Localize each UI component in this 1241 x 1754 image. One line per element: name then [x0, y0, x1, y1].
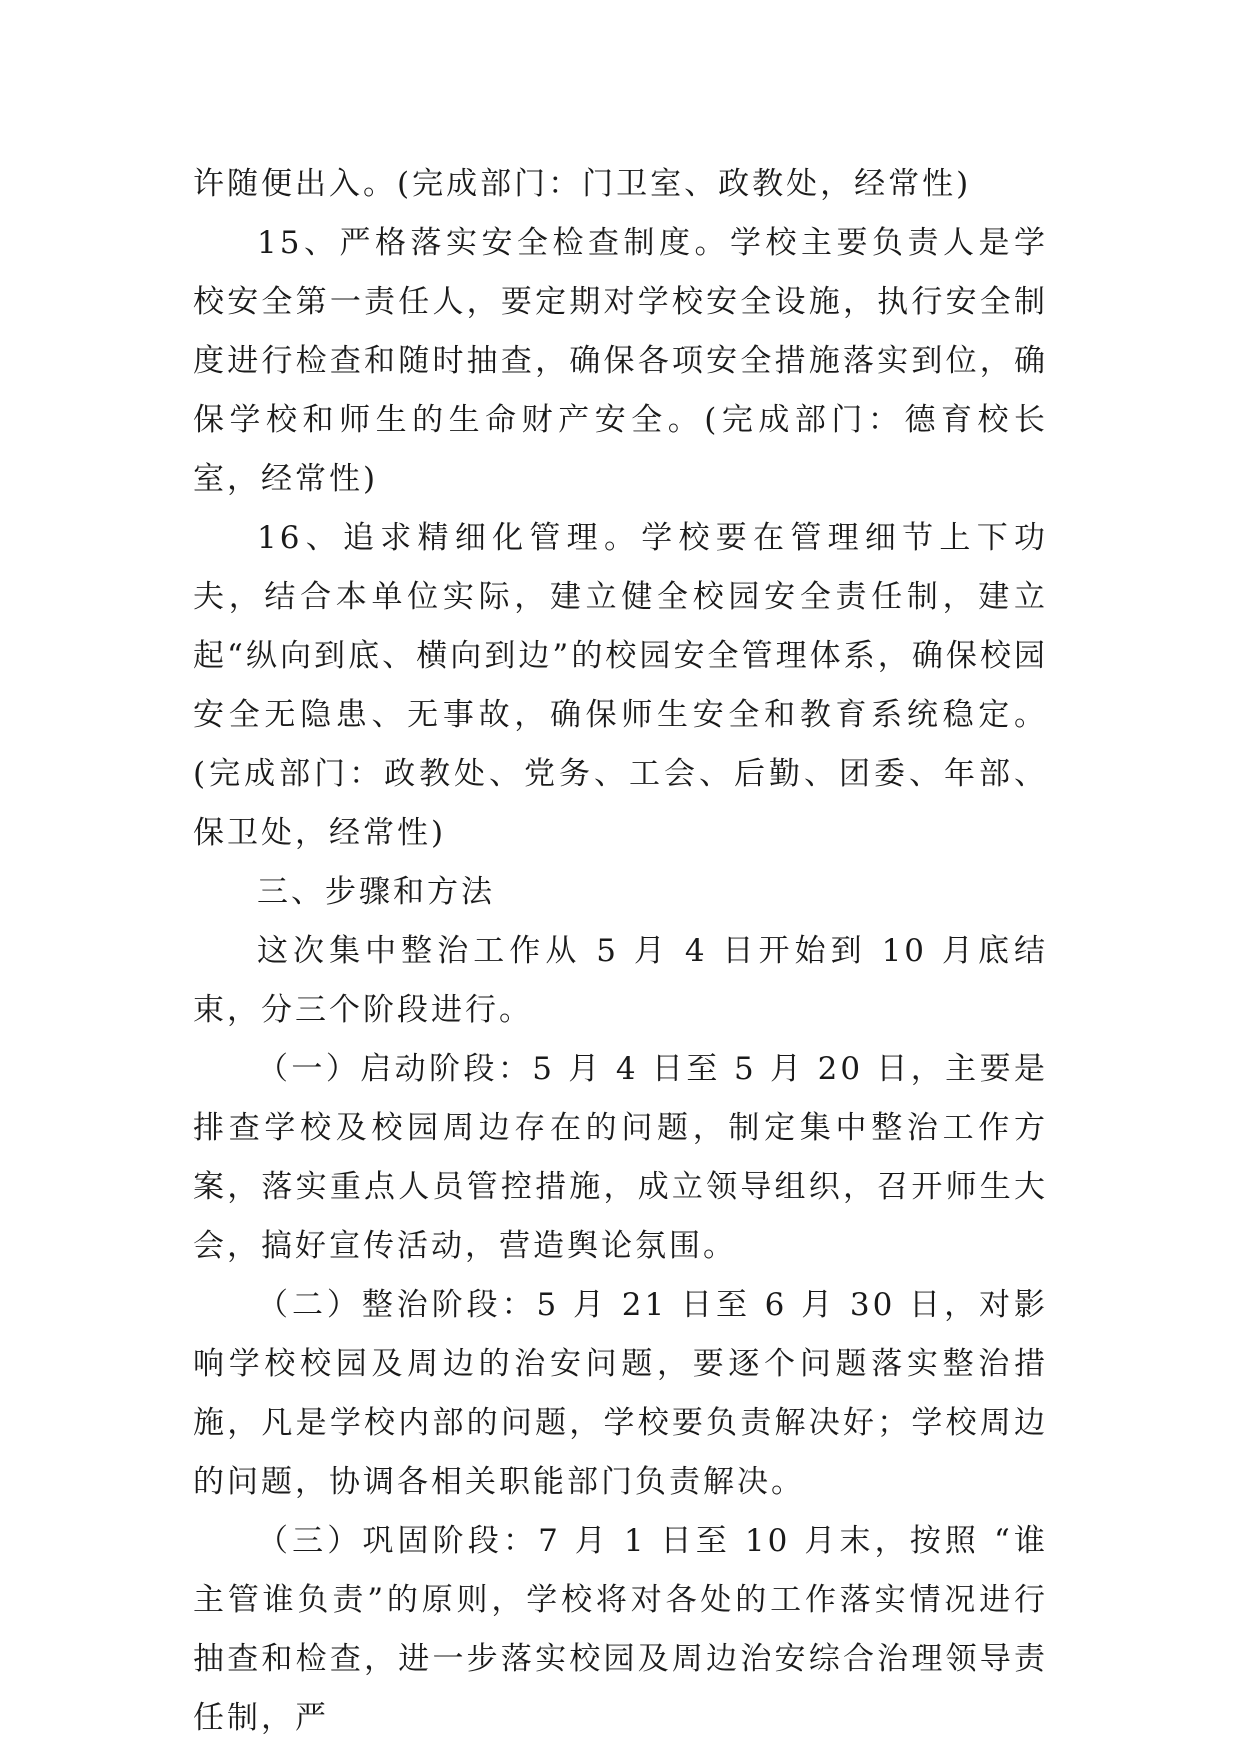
paragraph-item-15: 15、严格落实安全检查制度。学校主要负责人是学校安全第一责任人，要定期对学校安全设施，执行安全制度进行检查和随时抽查，确保各项安全措施落实到位，确保学校和师生的生命财产安全。(完成部门：德育校长室，经常性): [193, 225, 1048, 497]
paragraph-stage-2: （二）整治阶段：5 月 21 日至 6 月 30 日，对影响学校校园及周边的治安问题，要逐个问题落实整治措施，凡是学校内部的问题，学校要负责解决好；学校周边的问题，协调各相关职能部门负责解决。: [193, 1287, 1048, 1500]
paragraph-overview: 这次集中整治工作从 5 月 4 日开始到 10 月底结束，分三个阶段进行。: [193, 933, 1048, 1028]
paragraph-stage-3: （三）巩固阶段：7 月 1 日至 10 月末，按照 “谁主管谁负责”的原则，学校将对各处的工作落实情况进行抽查和检查，进一步落实校园及周边治安综合治理领导责任制，严: [193, 1523, 1048, 1736]
paragraph-item-16: 16、追求精细化管理。学校要在管理细节上下功夫，结合本单位实际，建立健全校园安全责任制，建立起“纵向到底、横向到边”的校园安全管理体系，确保校园安全无隐患、无事故，确保师生安全和教育系统稳定。(完成部门：政教处、党务、工会、后勤、团委、年部、保卫处，经常性): [193, 520, 1048, 851]
paragraph-stage-1: （一）启动阶段：5 月 4 日至 5 月 20 日，主要是排查学校及校园周边存在的问题，制定集中整治工作方案，落实重点人员管控措施，成立领导组织，召开师生大会，搞好宣传活动，营造舆论氛围。: [193, 1051, 1048, 1264]
paragraph-continuation: 许随便出入。(完成部门：门卫室、政教处，经常性): [193, 166, 972, 202]
section-heading-steps-and-methods: 三、步骤和方法: [257, 874, 495, 910]
document-body: [193, 155, 1048, 1748]
